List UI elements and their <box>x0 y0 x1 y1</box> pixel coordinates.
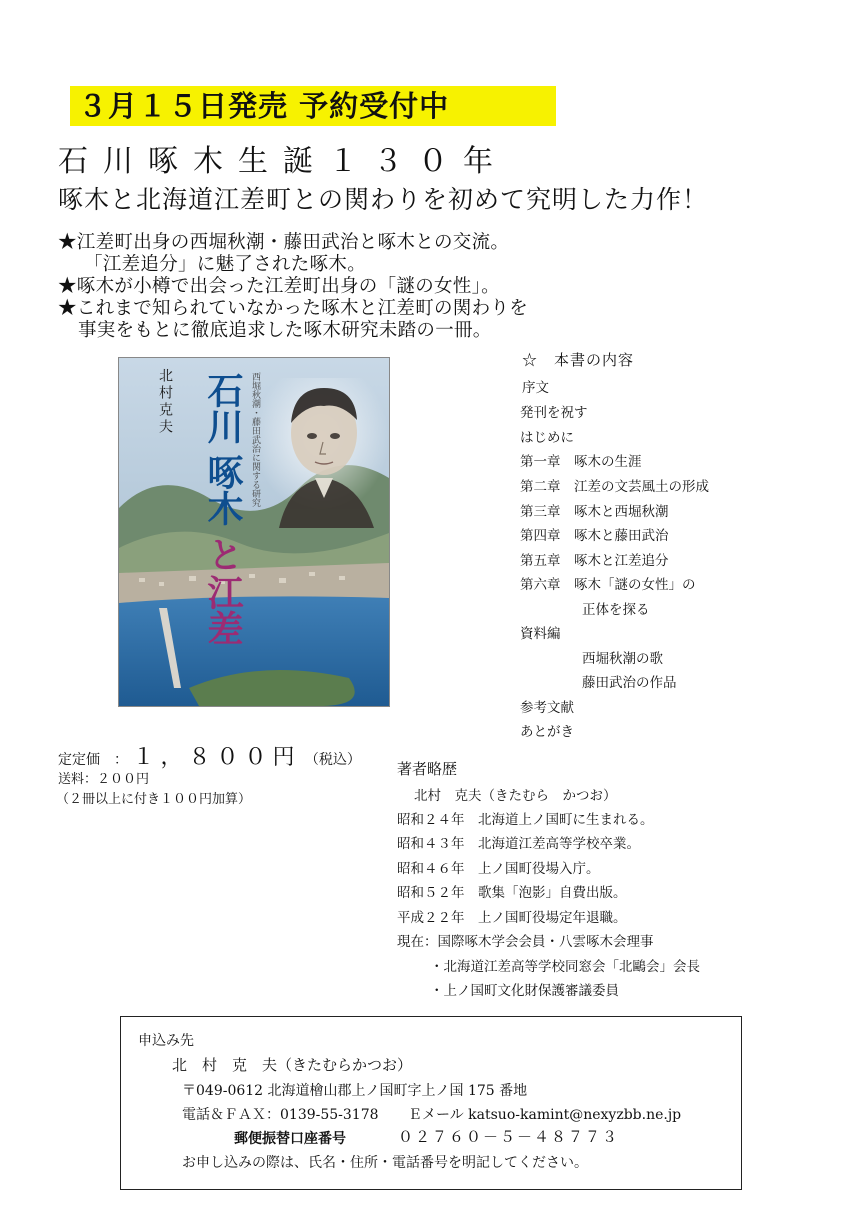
release-banner: ３月１５日発売 予約受付中 <box>70 86 556 126</box>
toc-item: 参考文献 <box>520 700 574 716</box>
cover-subtitle: 西堀秋潮・藤田武治に関する研究 <box>250 372 260 507</box>
price-value: １，８００円 <box>132 745 301 770</box>
toc-item: 第五章 啄木と江差追分 <box>520 553 669 569</box>
contact-address: 〒049-0612 北海道檜山郡上ノ国町字上ノ国 175 番地 <box>182 1083 528 1099</box>
cover-title-ishikawa: 石川 <box>202 372 244 444</box>
toc-item: 第六章 啄木「謎の女性」の <box>520 577 696 593</box>
headline: 啄木と北海道江差町との関わりを初めて究明した力作！ <box>58 185 709 214</box>
bullet-line: ★これまで知られていなかった啄木と江差町の関わりを <box>58 298 529 319</box>
toc-item: 発刊を祝す <box>520 405 588 421</box>
bio-line: 現在：国際啄木学会会員・八雲啄木会理事 <box>397 934 654 950</box>
shipping-note: （２冊以上に付き１００円加算） <box>56 792 252 807</box>
price-label: 定定価 ： <box>58 752 128 768</box>
price-row <box>58 740 361 771</box>
toc-item: 第二章 江差の文芸風土の形成 <box>520 479 709 495</box>
bio-line: 昭和４６年 上ノ国町役場入庁。 <box>397 861 600 877</box>
contact-note: お申し込みの際は、氏名・住所・電話番号を明記してください。 <box>182 1155 588 1171</box>
account-label: 郵便振替口座番号 <box>234 1131 346 1147</box>
anniversary-title: 石川啄木生誕１３０年 <box>58 144 508 179</box>
toc-item: 藤田武治の作品 <box>582 675 677 691</box>
bio-line: 北村 克夫（きたむら かつお） <box>414 788 617 804</box>
toc-item: 第一章 啄木の生涯 <box>520 454 642 470</box>
toc-item: 第三章 啄木と西堀秋潮 <box>520 504 669 520</box>
toc-item: はじめに <box>520 430 574 446</box>
bio-line: 平成２２年 上ノ国町役場定年退職。 <box>397 910 627 926</box>
toc-item: 資料編 <box>520 626 561 642</box>
contact-email: Ｅメール katsuo-kamint@nexyzbb.ne.jp <box>408 1107 682 1123</box>
contact-name: 北 村 克 夫（きたむらかつお） <box>172 1056 413 1074</box>
toc-heading: ☆ 本書の内容 <box>522 351 635 369</box>
contact-phone: 電話＆ＦＡＸ：0139-55-3178 <box>182 1107 379 1123</box>
toc-item: 正体を探る <box>582 602 650 618</box>
toc-item: 第四章 啄木と藤田武治 <box>520 528 669 544</box>
cover-title-to: と <box>202 536 244 572</box>
contact-heading: 申込み先 <box>138 1033 194 1049</box>
toc-item: 西堀秋潮の歌 <box>582 651 663 667</box>
cover-title-esashi: 江差 <box>202 574 244 646</box>
bio-line: ・北海道江差高等学校同窓会「北鷗会」会長 <box>430 959 700 975</box>
bio-line: 昭和２４年 北海道上ノ国町に生まれる。 <box>397 812 654 828</box>
bio-line: ・上ノ国町文化財保護審議委員 <box>430 983 619 999</box>
cover-title-takuboku: 啄木 <box>202 454 244 526</box>
bio-line: 昭和４３年 北海道江差高等学校卒業。 <box>397 836 640 852</box>
bullet-line: ★江差町出身の西堀秋潮・藤田武治と啄木との交流。 <box>58 232 510 253</box>
account-number: ０２７６０－５－４８７７３ <box>398 1128 620 1146</box>
toc-item: 序文 <box>522 380 549 396</box>
bullet-line: 事実をもとに徹底追求した啄木研究未踏の一冊。 <box>78 320 492 341</box>
bullet-line: 「江差追分」に魅了された啄木。 <box>84 254 367 275</box>
toc-item: あとがき <box>520 724 574 740</box>
shipping-fee: 送料：２００円 <box>58 772 150 787</box>
cover-author: 北村克夫 <box>157 368 173 436</box>
price-tax: （税込） <box>304 752 361 768</box>
bio-line: 昭和５２年 歌集「泡影」自費出版。 <box>397 885 627 901</box>
bullet-line: ★啄木が小樽で出会った江差町出身の「謎の女性」。 <box>58 276 500 297</box>
bio-heading: 著者略歴 <box>397 760 458 778</box>
book-cover-image <box>118 357 390 707</box>
